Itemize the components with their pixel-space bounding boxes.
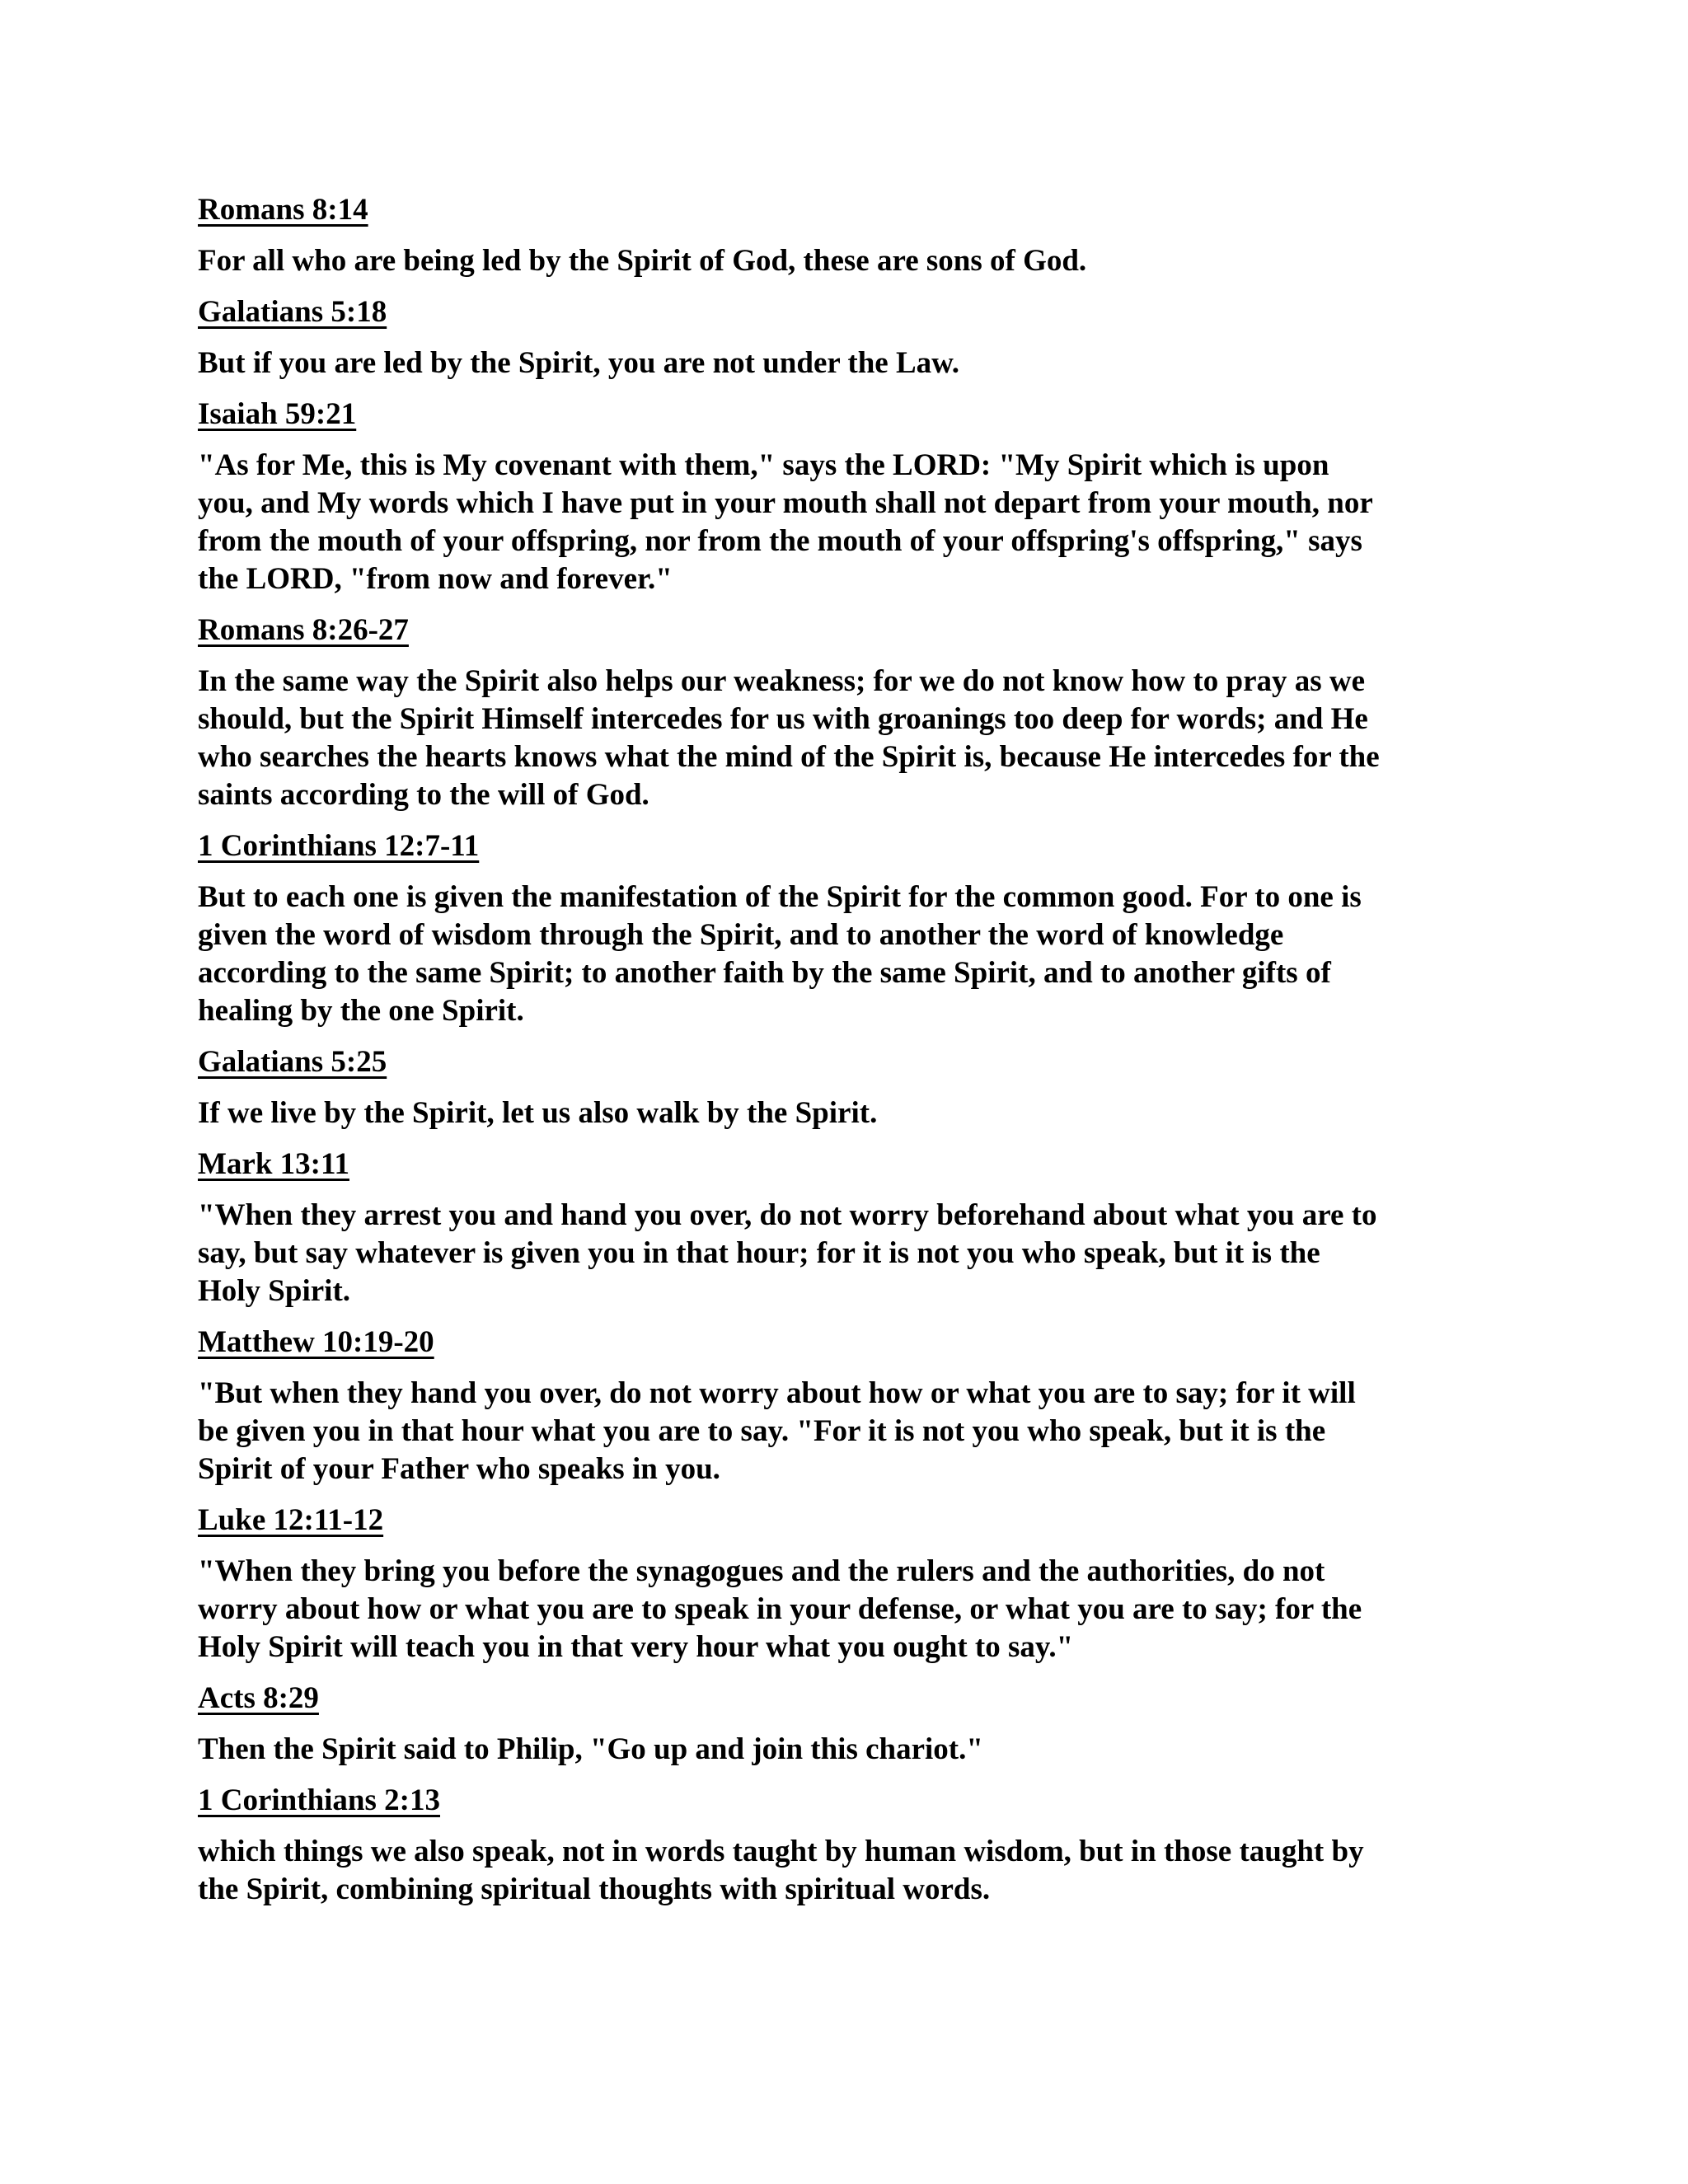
scripture-list <box>198 191 1484 1922</box>
verse-text: "As for Me, this is My covenant with them," says the LORD: "My Spirit which is upon you, and My words which I have put in your mouth shall not depart from your mouth, nor from the mouth of your offspring, nor from the mouth of your offspring's offspring," says the LORD, "from now and forever." <box>198 448 1373 596</box>
verse-text: But if you are led by the Spirit, you are not under the Law. <box>198 346 960 380</box>
reference-heading: Galatians 5:25 <box>198 1045 387 1079</box>
reference-heading: Isaiah 59:21 <box>198 397 357 431</box>
verse-text: But to each one is given the manifestation of the Spirit for the common good. For to one is given the word of wisdom through the Spirit, and to another the word of knowledge according to the same Spirit; to another faith by the same Spirit, and to another gifts of healing by the one Spirit. <box>198 880 1362 1028</box>
reference-heading: Romans 8:26-27 <box>198 613 409 647</box>
reference-heading: Romans 8:14 <box>198 193 368 227</box>
verse-text: For all who are being led by the Spirit of God, these are sons of God. <box>198 244 1087 278</box>
reference-heading: Galatians 5:18 <box>198 295 387 329</box>
reference-heading: Acts 8:29 <box>198 1681 319 1715</box>
verse-text: If we live by the Spirit, let us also walk by the Spirit. <box>198 1096 878 1130</box>
verse-text: which things we also speak, not in words taught by human wisdom, but in those taught by the Spirit, combining spiritual thoughts with spiritual words. <box>198 1835 1364 1906</box>
verse-text: "When they bring you before the synagogues and the rulers and the authorities, do not worry about how or what you are to speak in your defense, or what you are to say; for the Holy Spirit will teach you in that very hour what you ought to say." <box>198 1554 1362 1664</box>
verse-text: "When they arrest you and hand you over, do not worry beforehand about what you are to say, but say whatever is given you in that hour; for it is not you who speak, but it is the Holy Spirit. <box>198 1198 1377 1308</box>
reference-heading: 1 Corinthians 12:7-11 <box>198 829 480 863</box>
verse-text: "But when they hand you over, do not worry about how or what you are to say; for it will be given you in that hour what you are to say. "For it is not you who speak, but it is the Spirit of your Father who speaks in you. <box>198 1376 1356 1486</box>
reference-heading: Mark 13:11 <box>198 1147 349 1181</box>
verse-text: In the same way the Spirit also helps our weakness; for we do not know how to pray as we should, but the Spirit Himself intercedes for us with groanings too deep for words; and He who searches the hearts knows what the mind of the Spirit is, because He intercedes for the saints according to the will of God. <box>198 664 1380 812</box>
verse-text: Then the Spirit said to Philip, "Go up and join this chariot." <box>198 1732 983 1766</box>
reference-heading: Matthew 10:19-20 <box>198 1325 434 1359</box>
reference-heading: 1 Corinthians 2:13 <box>198 1783 440 1817</box>
reference-heading: Luke 12:11-12 <box>198 1503 384 1537</box>
